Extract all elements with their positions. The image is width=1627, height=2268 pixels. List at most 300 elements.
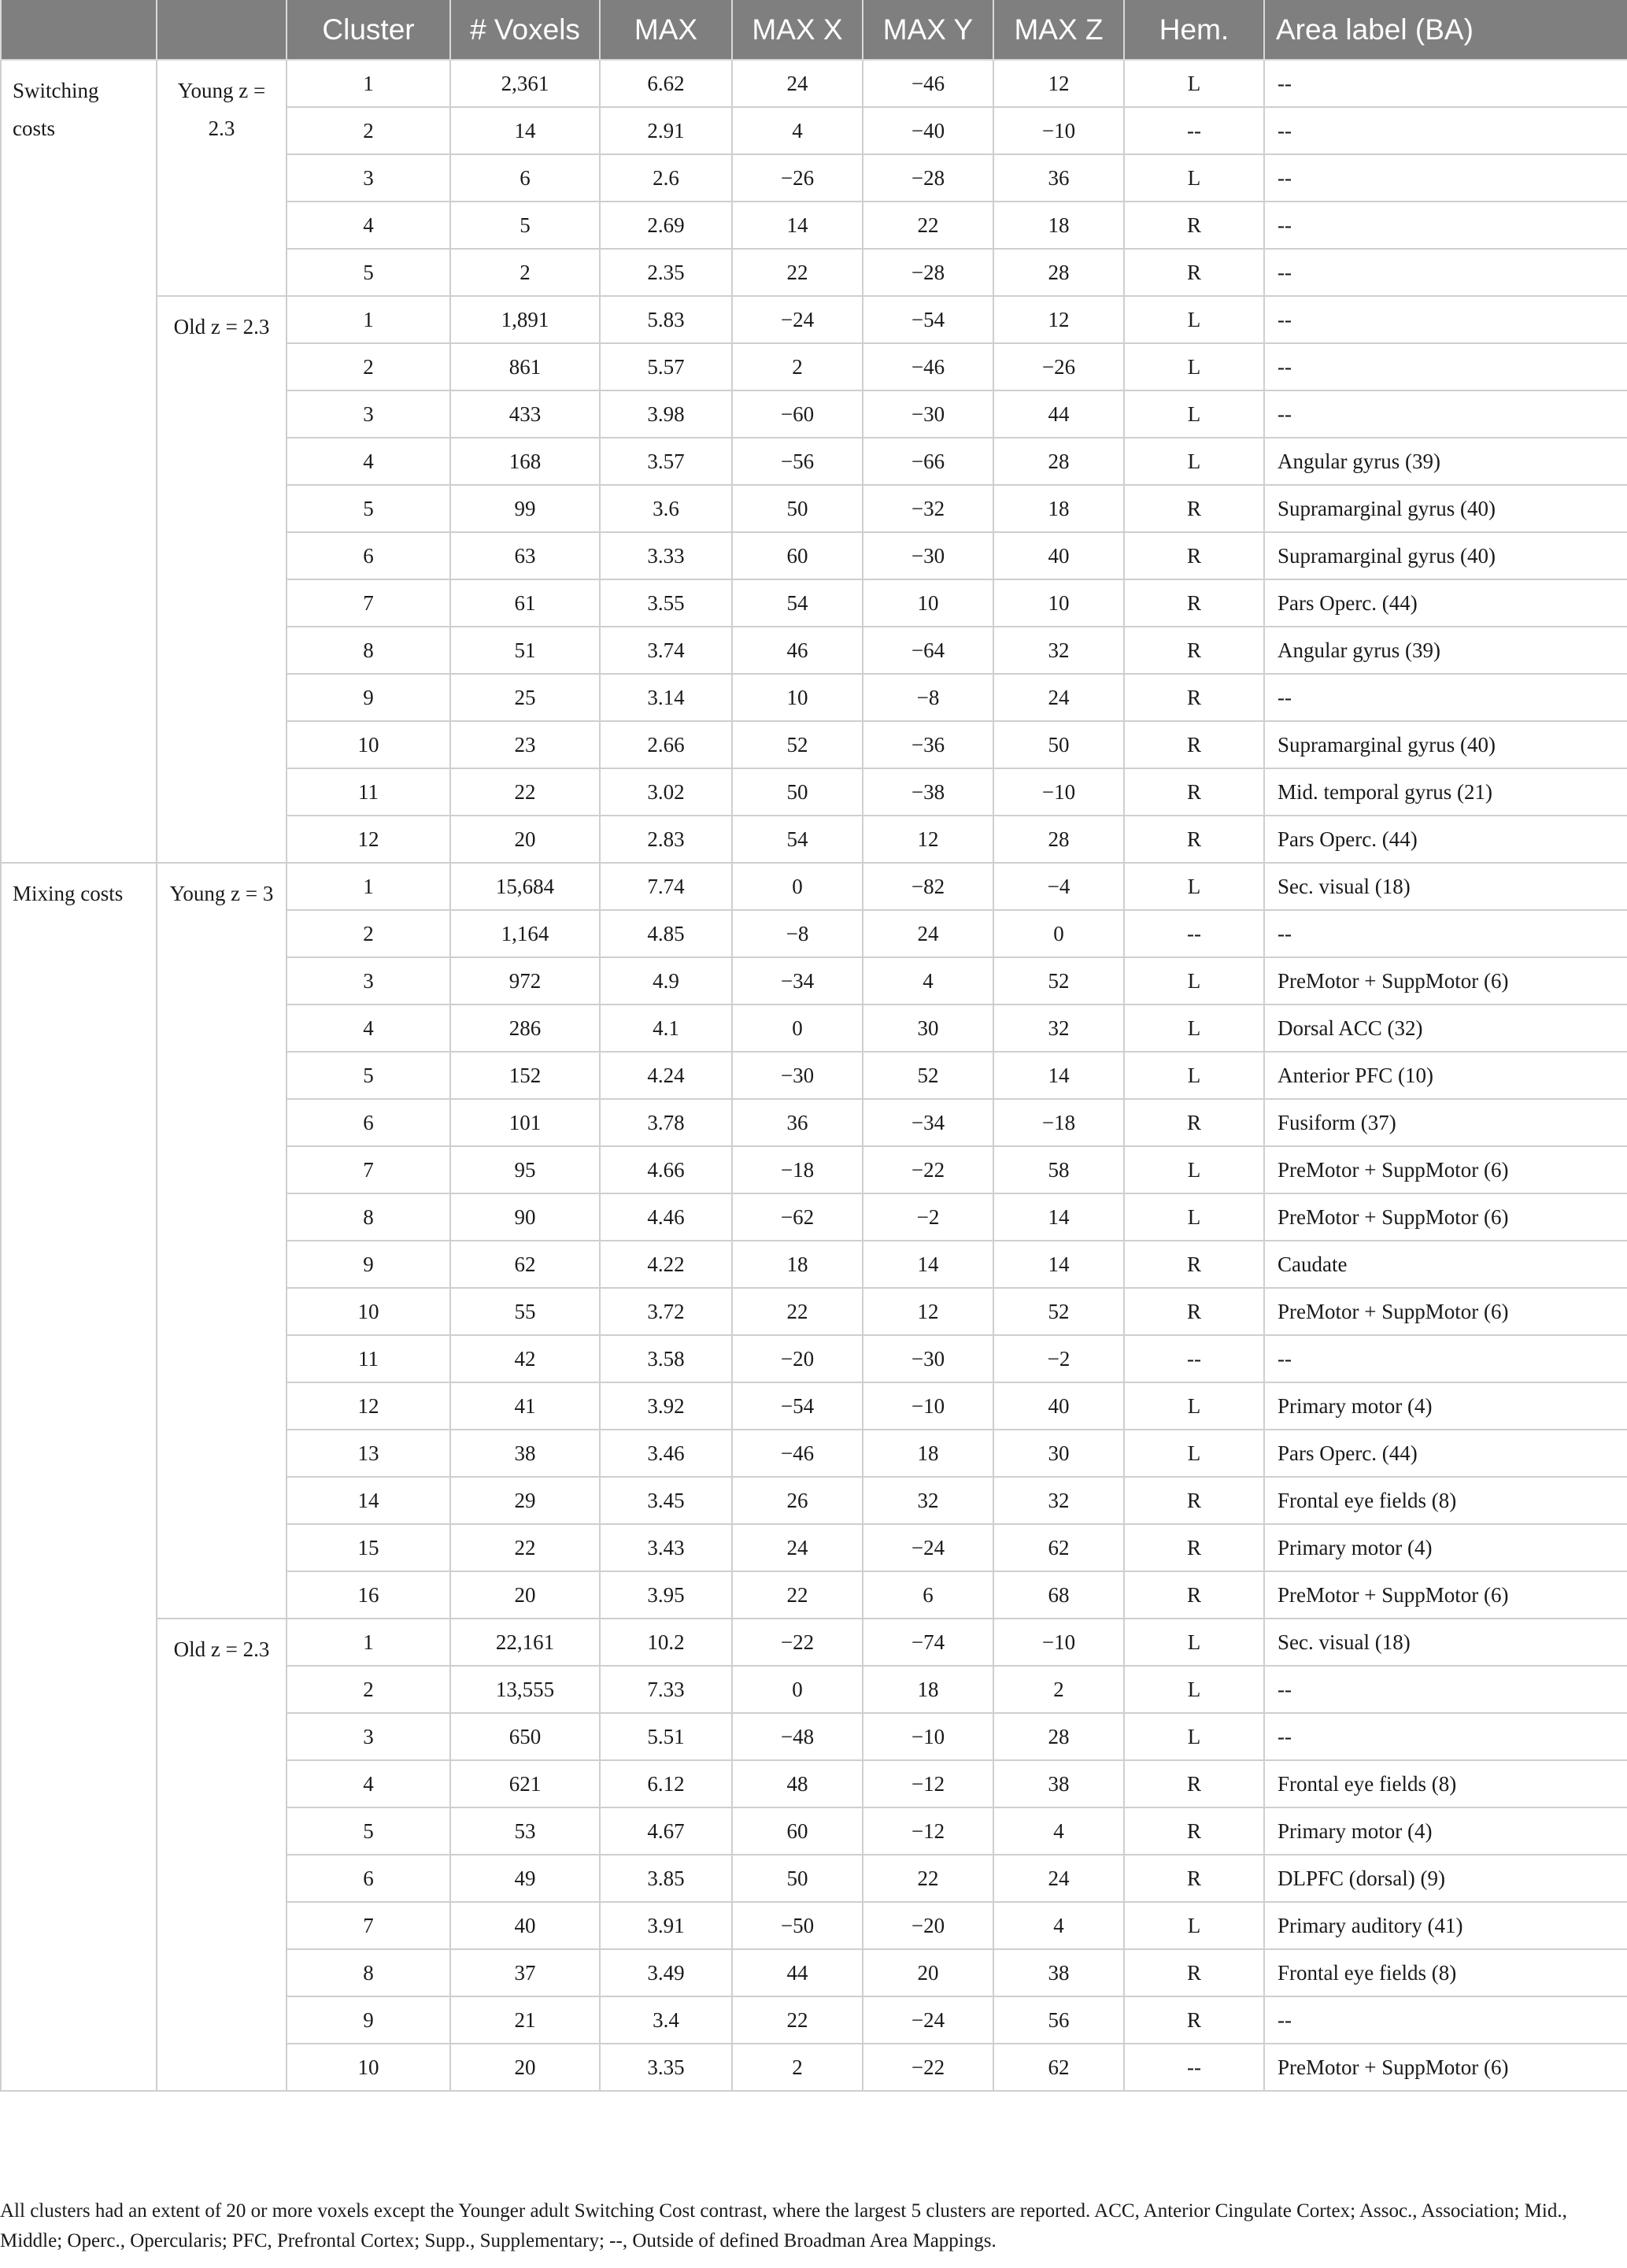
cell-cluster: 8: [287, 1949, 450, 1996]
cell-max-z: 2: [993, 1666, 1124, 1713]
cell-max-y: −12: [863, 1760, 993, 1807]
cell-max-y: −74: [863, 1619, 993, 1666]
cell-max-x: 54: [732, 579, 863, 627]
table-row: [1, 60, 1627, 107]
cell-max-y: −12: [863, 1807, 993, 1855]
table-row: [1, 1619, 1627, 1666]
cell-max-y: −24: [863, 1524, 993, 1571]
cell-area-label: Angular gyrus (39): [1264, 438, 1627, 485]
cell-voxels: 101: [450, 1099, 600, 1146]
cell-cluster: 3: [287, 390, 450, 438]
cell-max: 3.58: [600, 1335, 732, 1382]
header-max-z: MAX Z: [993, 0, 1124, 60]
cell-cluster: 4: [287, 202, 450, 249]
header-contrast: [1, 0, 157, 60]
cell-max-y: 52: [863, 1052, 993, 1099]
cell-max-y: 20: [863, 1949, 993, 1996]
cell-max-x: 50: [732, 768, 863, 816]
cell-max-x: 14: [732, 202, 863, 249]
cell-max-x: −24: [732, 296, 863, 343]
cell-max-z: 18: [993, 485, 1124, 532]
cell-max-x: 24: [732, 1524, 863, 1571]
cell-max-y: 32: [863, 1477, 993, 1524]
cell-max-y: −46: [863, 343, 993, 390]
cell-cluster: 16: [287, 1571, 450, 1619]
cell-max-z: −10: [993, 107, 1124, 154]
cell-max-z: 30: [993, 1430, 1124, 1477]
cell-area-label: --: [1264, 154, 1627, 202]
cell-max-y: −32: [863, 485, 993, 532]
cell-hemisphere: L: [1124, 863, 1264, 910]
cell-max-y: 24: [863, 910, 993, 957]
cell-max-x: 0: [732, 863, 863, 910]
cell-max-x: 22: [732, 1288, 863, 1335]
cell-area-label: Fusiform (37): [1264, 1099, 1627, 1146]
cell-max-x: 44: [732, 1949, 863, 1996]
cell-max-y: −10: [863, 1382, 993, 1430]
cell-voxels: 861: [450, 343, 600, 390]
cell-area-label: --: [1264, 390, 1627, 438]
cell-voxels: 1,891: [450, 296, 600, 343]
cell-hemisphere: L: [1124, 1713, 1264, 1760]
cell-voxels: 13,555: [450, 1666, 600, 1713]
cell-max: 3.35: [600, 2044, 732, 2091]
cell-cluster: 5: [287, 1807, 450, 1855]
cell-area-label: Dorsal ACC (32): [1264, 1005, 1627, 1052]
cell-cluster: 5: [287, 249, 450, 296]
cell-area-label: PreMotor + SuppMotor (6): [1264, 1193, 1627, 1241]
cell-hemisphere: L: [1124, 1005, 1264, 1052]
cell-max-y: −22: [863, 1146, 993, 1193]
cell-area-label: Caudate: [1264, 1241, 1627, 1288]
cell-max: 5.51: [600, 1713, 732, 1760]
cell-max-y: −82: [863, 863, 993, 910]
cell-hemisphere: --: [1124, 910, 1264, 957]
cell-voxels: 99: [450, 485, 600, 532]
cell-voxels: 38: [450, 1430, 600, 1477]
cell-cluster: 9: [287, 1996, 450, 2044]
cell-voxels: 63: [450, 532, 600, 579]
group-label: Old z = 2.3: [157, 296, 287, 863]
cell-area-label: --: [1264, 1996, 1627, 2044]
cell-max-z: 28: [993, 438, 1124, 485]
cell-max: 4.67: [600, 1807, 732, 1855]
cell-max-x: 50: [732, 485, 863, 532]
cell-hemisphere: L: [1124, 438, 1264, 485]
table-row: [1, 863, 1627, 910]
header-area-label: Area label (BA): [1264, 0, 1627, 60]
cell-cluster: 4: [287, 438, 450, 485]
header-cluster: Cluster: [287, 0, 450, 60]
cell-max-z: 0: [993, 910, 1124, 957]
cell-hemisphere: --: [1124, 2044, 1264, 2091]
cell-voxels: 6: [450, 154, 600, 202]
cell-voxels: 49: [450, 1855, 600, 1902]
cell-max: 4.1: [600, 1005, 732, 1052]
cell-hemisphere: L: [1124, 1382, 1264, 1430]
cell-max-x: 50: [732, 1855, 863, 1902]
group-label: Young z = 3: [157, 863, 287, 1619]
cell-max-y: −28: [863, 154, 993, 202]
cell-area-label: Supramarginal gyrus (40): [1264, 532, 1627, 579]
cell-area-label: Primary motor (4): [1264, 1807, 1627, 1855]
cell-hemisphere: R: [1124, 1949, 1264, 1996]
cell-max-z: 12: [993, 60, 1124, 107]
cell-max-y: 12: [863, 816, 993, 863]
cell-max-x: −30: [732, 1052, 863, 1099]
cell-max-z: 24: [993, 1855, 1124, 1902]
cell-hemisphere: R: [1124, 1524, 1264, 1571]
cell-max-x: −34: [732, 957, 863, 1005]
cell-area-label: Frontal eye fields (8): [1264, 1949, 1627, 1996]
cell-max-x: −18: [732, 1146, 863, 1193]
cell-area-label: PreMotor + SuppMotor (6): [1264, 957, 1627, 1005]
cell-max-y: −46: [863, 60, 993, 107]
cell-voxels: 20: [450, 1571, 600, 1619]
cell-max: 4.22: [600, 1241, 732, 1288]
cell-cluster: 7: [287, 1902, 450, 1949]
cell-max-x: −56: [732, 438, 863, 485]
cell-area-label: --: [1264, 1335, 1627, 1382]
cell-max: 3.02: [600, 768, 732, 816]
cell-cluster: 10: [287, 1288, 450, 1335]
cell-max: 3.85: [600, 1855, 732, 1902]
cell-max-x: 22: [732, 1996, 863, 2044]
cell-voxels: 29: [450, 1477, 600, 1524]
cell-max-y: −30: [863, 532, 993, 579]
cell-voxels: 95: [450, 1146, 600, 1193]
cell-max-x: 2: [732, 343, 863, 390]
cell-hemisphere: R: [1124, 1241, 1264, 1288]
cell-area-label: Angular gyrus (39): [1264, 627, 1627, 674]
cell-max-z: 38: [993, 1949, 1124, 1996]
cell-max: 4.66: [600, 1146, 732, 1193]
cell-area-label: Mid. temporal gyrus (21): [1264, 768, 1627, 816]
cell-hemisphere: R: [1124, 1099, 1264, 1146]
header-row: [1, 0, 1627, 60]
cell-voxels: 1,164: [450, 910, 600, 957]
cell-max: 7.33: [600, 1666, 732, 1713]
cell-cluster: 6: [287, 1855, 450, 1902]
cell-max-y: −36: [863, 721, 993, 768]
cell-cluster: 1: [287, 296, 450, 343]
cell-cluster: 7: [287, 579, 450, 627]
cell-hemisphere: L: [1124, 60, 1264, 107]
cell-max-x: 48: [732, 1760, 863, 1807]
cell-cluster: 5: [287, 485, 450, 532]
cell-max-x: −22: [732, 1619, 863, 1666]
cell-max-z: −2: [993, 1335, 1124, 1382]
cell-max: 2.66: [600, 721, 732, 768]
cell-max-x: −48: [732, 1713, 863, 1760]
cell-max: 3.91: [600, 1902, 732, 1949]
cell-cluster: 8: [287, 627, 450, 674]
cell-voxels: 20: [450, 2044, 600, 2091]
cell-max: 3.14: [600, 674, 732, 721]
cell-voxels: 621: [450, 1760, 600, 1807]
cell-max-z: 32: [993, 1477, 1124, 1524]
cell-max-z: 68: [993, 1571, 1124, 1619]
cell-area-label: Pars Operc. (44): [1264, 579, 1627, 627]
cell-max: 10.2: [600, 1619, 732, 1666]
cell-hemisphere: L: [1124, 1052, 1264, 1099]
cell-hemisphere: R: [1124, 1288, 1264, 1335]
cell-cluster: 11: [287, 1335, 450, 1382]
cell-cluster: 5: [287, 1052, 450, 1099]
cell-max-x: 0: [732, 1666, 863, 1713]
table-header: [1, 0, 1627, 60]
cell-voxels: 90: [450, 1193, 600, 1241]
cell-area-label: --: [1264, 107, 1627, 154]
contrast-label: Mixing costs: [1, 863, 157, 2091]
cell-voxels: 37: [450, 1949, 600, 1996]
cell-max: 2.69: [600, 202, 732, 249]
cell-area-label: Anterior PFC (10): [1264, 1052, 1627, 1099]
cell-max: 3.95: [600, 1571, 732, 1619]
cell-hemisphere: L: [1124, 1619, 1264, 1666]
cell-max-y: 18: [863, 1430, 993, 1477]
cell-max-x: −60: [732, 390, 863, 438]
cell-max-x: 54: [732, 816, 863, 863]
cell-max-x: 22: [732, 249, 863, 296]
cell-area-label: PreMotor + SuppMotor (6): [1264, 1571, 1627, 1619]
cell-area-label: Pars Operc. (44): [1264, 1430, 1627, 1477]
cell-max-y: −24: [863, 1996, 993, 2044]
header-hemisphere: Hem.: [1124, 0, 1264, 60]
group-label: Young z = 2.3: [157, 60, 287, 296]
cell-max-z: 44: [993, 390, 1124, 438]
cell-area-label: Primary motor (4): [1264, 1382, 1627, 1430]
cell-voxels: 41: [450, 1382, 600, 1430]
cell-voxels: 22: [450, 1524, 600, 1571]
cell-cluster: 14: [287, 1477, 450, 1524]
cell-max-z: −10: [993, 1619, 1124, 1666]
cell-area-label: Sec. visual (18): [1264, 1619, 1627, 1666]
cell-voxels: 433: [450, 390, 600, 438]
cell-max-y: −30: [863, 1335, 993, 1382]
cell-max: 3.45: [600, 1477, 732, 1524]
cell-max-x: 18: [732, 1241, 863, 1288]
cell-max-z: 62: [993, 1524, 1124, 1571]
cell-max: 3.78: [600, 1099, 732, 1146]
cell-max-y: 22: [863, 202, 993, 249]
cell-hemisphere: R: [1124, 485, 1264, 532]
cell-max-y: 22: [863, 1855, 993, 1902]
cell-max-x: 4: [732, 107, 863, 154]
cell-cluster: 9: [287, 674, 450, 721]
cell-hemisphere: R: [1124, 1807, 1264, 1855]
cell-max-y: −64: [863, 627, 993, 674]
cell-max-z: 14: [993, 1052, 1124, 1099]
cell-cluster: 3: [287, 957, 450, 1005]
cell-max-x: 52: [732, 721, 863, 768]
cell-max-x: 60: [732, 1807, 863, 1855]
cell-area-label: Frontal eye fields (8): [1264, 1477, 1627, 1524]
cell-hemisphere: R: [1124, 1477, 1264, 1524]
cell-voxels: 22,161: [450, 1619, 600, 1666]
cell-max-x: 10: [732, 674, 863, 721]
cell-max: 5.83: [600, 296, 732, 343]
cell-voxels: 22: [450, 768, 600, 816]
cell-voxels: 42: [450, 1335, 600, 1382]
cell-hemisphere: L: [1124, 343, 1264, 390]
cell-max: 6.62: [600, 60, 732, 107]
cell-max-x: 0: [732, 1005, 863, 1052]
cell-max-z: 58: [993, 1146, 1124, 1193]
cell-voxels: 650: [450, 1713, 600, 1760]
cell-max-z: 28: [993, 1713, 1124, 1760]
cell-hemisphere: R: [1124, 627, 1264, 674]
cell-max-y: −22: [863, 2044, 993, 2091]
cell-area-label: DLPFC (dorsal) (9): [1264, 1855, 1627, 1902]
cell-max-z: 12: [993, 296, 1124, 343]
cell-max-y: −28: [863, 249, 993, 296]
cell-max-x: −8: [732, 910, 863, 957]
cell-max-z: 32: [993, 627, 1124, 674]
cell-cluster: 2: [287, 343, 450, 390]
cell-hemisphere: R: [1124, 816, 1264, 863]
group-label: Old z = 2.3: [157, 1619, 287, 2091]
cell-area-label: --: [1264, 60, 1627, 107]
cell-area-label: Supramarginal gyrus (40): [1264, 485, 1627, 532]
cell-cluster: 8: [287, 1193, 450, 1241]
cell-max-y: −10: [863, 1713, 993, 1760]
cell-voxels: 168: [450, 438, 600, 485]
cell-max-z: 4: [993, 1902, 1124, 1949]
cell-voxels: 53: [450, 1807, 600, 1855]
cell-max: 3.74: [600, 627, 732, 674]
cell-max-y: −8: [863, 674, 993, 721]
cell-area-label: Frontal eye fields (8): [1264, 1760, 1627, 1807]
cell-max-x: 36: [732, 1099, 863, 1146]
cell-hemisphere: R: [1124, 721, 1264, 768]
cell-max-z: 50: [993, 721, 1124, 768]
cell-area-label: --: [1264, 910, 1627, 957]
cell-voxels: 21: [450, 1996, 600, 2044]
header-max-y: MAX Y: [863, 0, 993, 60]
cell-max-y: 12: [863, 1288, 993, 1335]
cell-hemisphere: L: [1124, 1666, 1264, 1713]
cell-cluster: 2: [287, 1666, 450, 1713]
cell-max-z: 32: [993, 1005, 1124, 1052]
cell-hemisphere: L: [1124, 296, 1264, 343]
cell-max-z: 52: [993, 1288, 1124, 1335]
cell-area-label: Supramarginal gyrus (40): [1264, 721, 1627, 768]
cell-hemisphere: --: [1124, 107, 1264, 154]
cell-hemisphere: R: [1124, 532, 1264, 579]
cell-hemisphere: R: [1124, 249, 1264, 296]
cell-voxels: 62: [450, 1241, 600, 1288]
cell-area-label: PreMotor + SuppMotor (6): [1264, 1146, 1627, 1193]
cell-max-z: 24: [993, 674, 1124, 721]
cell-voxels: 20: [450, 816, 600, 863]
cell-cluster: 1: [287, 1619, 450, 1666]
cell-area-label: --: [1264, 343, 1627, 390]
cell-max-y: 14: [863, 1241, 993, 1288]
header-max: MAX: [600, 0, 732, 60]
cell-voxels: 23: [450, 721, 600, 768]
cell-max: 2.83: [600, 816, 732, 863]
cell-max-z: 38: [993, 1760, 1124, 1807]
cell-hemisphere: R: [1124, 579, 1264, 627]
cell-voxels: 14: [450, 107, 600, 154]
cell-hemisphere: L: [1124, 1146, 1264, 1193]
cell-voxels: 25: [450, 674, 600, 721]
cell-max-z: 56: [993, 1996, 1124, 2044]
cell-max-z: 10: [993, 579, 1124, 627]
cell-max-y: −30: [863, 390, 993, 438]
cell-area-label: Primary auditory (41): [1264, 1902, 1627, 1949]
cell-max-y: −2: [863, 1193, 993, 1241]
cell-max: 3.43: [600, 1524, 732, 1571]
cell-max-z: 28: [993, 249, 1124, 296]
cell-max-y: −34: [863, 1099, 993, 1146]
cell-max-z: 18: [993, 202, 1124, 249]
cell-max-x: −54: [732, 1382, 863, 1430]
cell-cluster: 6: [287, 1099, 450, 1146]
cell-cluster: 1: [287, 863, 450, 910]
cell-max: 5.57: [600, 343, 732, 390]
cell-area-label: --: [1264, 1713, 1627, 1760]
cell-max: 2.6: [600, 154, 732, 202]
cell-max-x: −26: [732, 154, 863, 202]
cell-max-z: −4: [993, 863, 1124, 910]
cell-max-z: 36: [993, 154, 1124, 202]
cell-max-z: 14: [993, 1241, 1124, 1288]
cell-max-y: 10: [863, 579, 993, 627]
cell-cluster: 7: [287, 1146, 450, 1193]
cell-max-z: 40: [993, 1382, 1124, 1430]
header-max-x: MAX X: [732, 0, 863, 60]
table-body: [1, 60, 1627, 2091]
cell-cluster: 11: [287, 768, 450, 816]
cell-max-y: 18: [863, 1666, 993, 1713]
cell-max: 4.85: [600, 910, 732, 957]
cell-area-label: Pars Operc. (44): [1264, 816, 1627, 863]
cell-cluster: 6: [287, 532, 450, 579]
cell-max-y: −66: [863, 438, 993, 485]
cell-max-z: 62: [993, 2044, 1124, 2091]
cell-cluster: 3: [287, 1713, 450, 1760]
cell-hemisphere: L: [1124, 1902, 1264, 1949]
cell-max: 3.46: [600, 1430, 732, 1477]
cell-area-label: --: [1264, 296, 1627, 343]
cell-max-x: 26: [732, 1477, 863, 1524]
cell-area-label: Sec. visual (18): [1264, 863, 1627, 910]
cell-area-label: --: [1264, 1666, 1627, 1713]
cell-hemisphere: R: [1124, 1996, 1264, 2044]
cell-max: 3.55: [600, 579, 732, 627]
cell-hemisphere: R: [1124, 202, 1264, 249]
cell-hemisphere: R: [1124, 1855, 1264, 1902]
cell-area-label: PreMotor + SuppMotor (6): [1264, 1288, 1627, 1335]
cell-area-label: PreMotor + SuppMotor (6): [1264, 2044, 1627, 2091]
cell-max-x: −46: [732, 1430, 863, 1477]
cell-cluster: 12: [287, 816, 450, 863]
cell-max-z: −18: [993, 1099, 1124, 1146]
cell-area-label: Primary motor (4): [1264, 1524, 1627, 1571]
cell-max: 4.24: [600, 1052, 732, 1099]
cell-hemisphere: --: [1124, 1335, 1264, 1382]
cell-cluster: 12: [287, 1382, 450, 1430]
cell-cluster: 3: [287, 154, 450, 202]
cell-max-z: 28: [993, 816, 1124, 863]
cell-max: 3.92: [600, 1382, 732, 1430]
cell-max: 4.9: [600, 957, 732, 1005]
cell-max: 4.46: [600, 1193, 732, 1241]
cell-max-y: 4: [863, 957, 993, 1005]
cell-max-z: 40: [993, 532, 1124, 579]
